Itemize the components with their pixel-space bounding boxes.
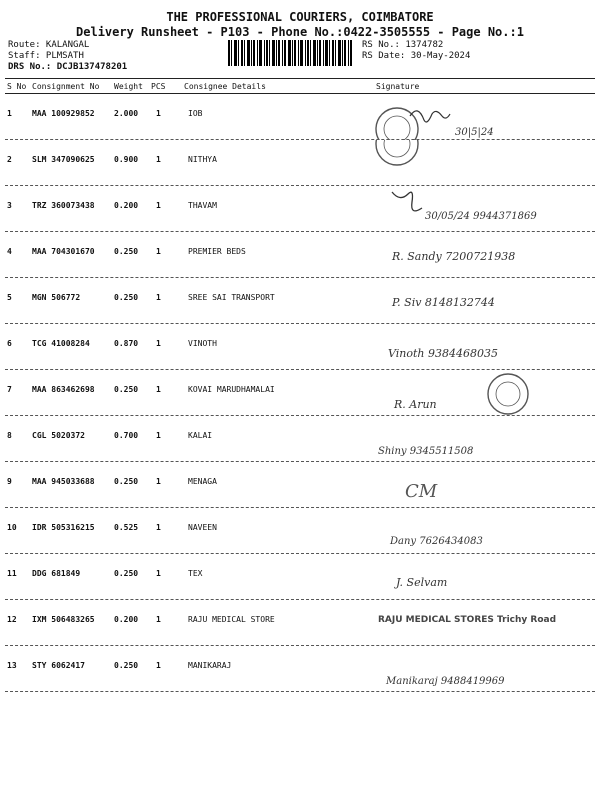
row-consignee: IOB <box>188 109 203 118</box>
col-header-weight: Weight <box>114 82 143 91</box>
runsheet-subtitle: Delivery Runsheet - P103 - Phone No.:0422-3505555 - Page No.:1 <box>76 25 524 39</box>
row-pcs: 1 <box>156 661 161 670</box>
row-consignment: TRZ 360073438 <box>32 201 95 210</box>
row-consignee: NAVEEN <box>188 523 217 532</box>
row-weight: 0.250 <box>114 293 139 302</box>
col-header-signature: Signature <box>376 82 420 91</box>
row-pcs: 1 <box>156 109 161 118</box>
signature-note: Manikaraj 9488419969 <box>386 676 505 687</box>
signature-note: J. Selvam <box>396 576 448 589</box>
route-label: Route: KALANGAL <box>8 40 90 50</box>
signature-image <box>370 232 595 278</box>
table-row <box>0 278 600 324</box>
signature-image <box>370 462 595 508</box>
row-pcs: 1 <box>156 523 161 532</box>
col-header-consignment: Consignment No <box>32 82 100 91</box>
signature-image <box>370 646 595 692</box>
signature-image <box>370 600 595 646</box>
row-pcs: 1 <box>156 431 161 440</box>
row-consignment: IDR 505316215 <box>32 523 95 532</box>
table-row <box>0 232 600 278</box>
row-weight: 0.200 <box>114 201 139 210</box>
table-row <box>0 140 600 186</box>
signature-area <box>370 186 595 232</box>
row-sno: 6 <box>7 339 12 348</box>
row-pcs: 1 <box>156 293 161 302</box>
signature-note: Vinoth 9384468035 <box>388 347 498 360</box>
row-sno: 10 <box>7 523 17 532</box>
row-consignment: IXM 506483265 <box>32 615 95 624</box>
row-consignee: THAVAM <box>188 201 217 210</box>
row-consignment: DDG 681849 <box>32 569 81 578</box>
row-sno: 9 <box>7 477 12 486</box>
signature-area <box>370 324 595 370</box>
signature-area <box>370 370 595 416</box>
row-sno: 3 <box>7 201 12 210</box>
row-consignment: MAA 863462698 <box>32 385 95 394</box>
signature-note: 30/05/24 9944371869 <box>425 211 537 222</box>
signature-area <box>370 140 595 186</box>
row-pcs: 1 <box>156 201 161 210</box>
signature-image <box>370 508 595 554</box>
row-consignee: SREE SAI TRANSPORT <box>188 293 275 302</box>
row-pcs: 1 <box>156 247 161 256</box>
rs-date: RS Date: 30-May-2024 <box>362 51 471 61</box>
row-weight: 2.000 <box>114 109 139 118</box>
table-row <box>0 370 600 416</box>
signature-image <box>370 370 595 416</box>
signature-note: RAJU MEDICAL STORES Trichy Road <box>378 615 557 625</box>
signature-area <box>370 416 595 462</box>
row-sno: 13 <box>7 661 17 670</box>
row-pcs: 1 <box>156 339 161 348</box>
signature-note: R. Arun <box>394 398 437 411</box>
row-weight: 0.250 <box>114 477 139 486</box>
signature-note: 30|5|24 <box>455 127 494 138</box>
table-row <box>0 554 600 600</box>
table-row <box>0 416 600 462</box>
col-header-consignee: Consignee Details <box>184 82 266 91</box>
signature-area <box>370 94 595 140</box>
row-sno: 4 <box>7 247 12 256</box>
signature-note: Dany 7626434083 <box>390 536 483 547</box>
signature-image <box>370 186 595 232</box>
row-pcs: 1 <box>156 385 161 394</box>
row-consignment: TCG 41008284 <box>32 339 90 348</box>
signature-image <box>370 416 595 462</box>
signature-image <box>370 324 595 370</box>
table-row <box>0 508 600 554</box>
row-consignee: RAJU MEDICAL STORE <box>188 615 275 624</box>
row-weight: 0.250 <box>114 385 139 394</box>
row-weight: 0.250 <box>114 569 139 578</box>
signature-image <box>370 554 595 600</box>
row-pcs: 1 <box>156 155 161 164</box>
row-consignee: VINOTH <box>188 339 217 348</box>
row-sno: 8 <box>7 431 12 440</box>
row-consignment: MGN 506772 <box>32 293 81 302</box>
staff-label: Staff: PLMSATH <box>8 51 84 61</box>
table-row <box>0 324 600 370</box>
company-title: THE PROFESSIONAL COURIERS, COIMBATORE <box>166 10 434 24</box>
row-consignment: MAA 945033688 <box>32 477 95 486</box>
signature-note: R. Sandy 7200721938 <box>392 250 516 263</box>
row-sno: 5 <box>7 293 12 302</box>
row-separator <box>5 691 595 692</box>
signature-note: CM <box>405 481 438 502</box>
row-pcs: 1 <box>156 615 161 624</box>
signature-area <box>370 462 595 508</box>
signature-note: Shiny 9345511508 <box>378 446 474 457</box>
table-row <box>0 646 600 692</box>
row-weight: 0.870 <box>114 339 139 348</box>
row-consignee: MENAGA <box>188 477 217 486</box>
row-consignee: TEX <box>188 569 203 578</box>
signature-area <box>370 278 595 324</box>
table-row <box>0 600 600 646</box>
row-consignment: SLM 347090625 <box>32 155 95 164</box>
row-sno: 1 <box>7 109 12 118</box>
row-consignee: NITHYA <box>188 155 217 164</box>
drs-number: DRS No.: DCJB137478201 <box>8 62 128 72</box>
table-row <box>0 94 600 140</box>
row-consignment: CGL 5020372 <box>32 431 85 440</box>
row-sno: 12 <box>7 615 17 624</box>
row-consignment: STY 6062417 <box>32 661 85 670</box>
signature-image <box>370 140 595 186</box>
signature-area <box>370 508 595 554</box>
table-top-rule <box>5 78 595 79</box>
signature-area <box>370 554 595 600</box>
row-sno: 2 <box>7 155 12 164</box>
table-row <box>0 462 600 508</box>
signature-area <box>370 646 595 692</box>
row-pcs: 1 <box>156 569 161 578</box>
row-weight: 0.250 <box>114 247 139 256</box>
rs-number: RS No.: 1374782 <box>362 40 444 50</box>
row-weight: 0.200 <box>114 615 139 624</box>
signature-area <box>370 600 595 646</box>
row-weight: 0.900 <box>114 155 139 164</box>
barcode-image <box>228 40 352 66</box>
row-consignee: PREMIER BEDS <box>188 247 246 256</box>
table-row <box>0 186 600 232</box>
signature-image <box>370 94 595 140</box>
row-consignee: KALAI <box>188 431 213 440</box>
row-weight: 0.525 <box>114 523 139 532</box>
row-consignment: MAA 100929852 <box>32 109 95 118</box>
row-consignee: MANIKARAJ <box>188 661 232 670</box>
row-sno: 11 <box>7 569 17 578</box>
row-consignment: MAA 704301670 <box>32 247 95 256</box>
signature-image <box>370 278 595 324</box>
signature-area <box>370 232 595 278</box>
row-pcs: 1 <box>156 477 161 486</box>
col-header-sno: S No <box>7 82 27 91</box>
row-consignee: KOVAI MARUDHAMALAI <box>188 385 275 394</box>
signature-note: P. Siv 8148132744 <box>392 296 495 309</box>
row-weight: 0.250 <box>114 661 139 670</box>
col-header-pcs: PCS <box>151 82 166 91</box>
row-weight: 0.700 <box>114 431 139 440</box>
row-sno: 7 <box>7 385 12 394</box>
